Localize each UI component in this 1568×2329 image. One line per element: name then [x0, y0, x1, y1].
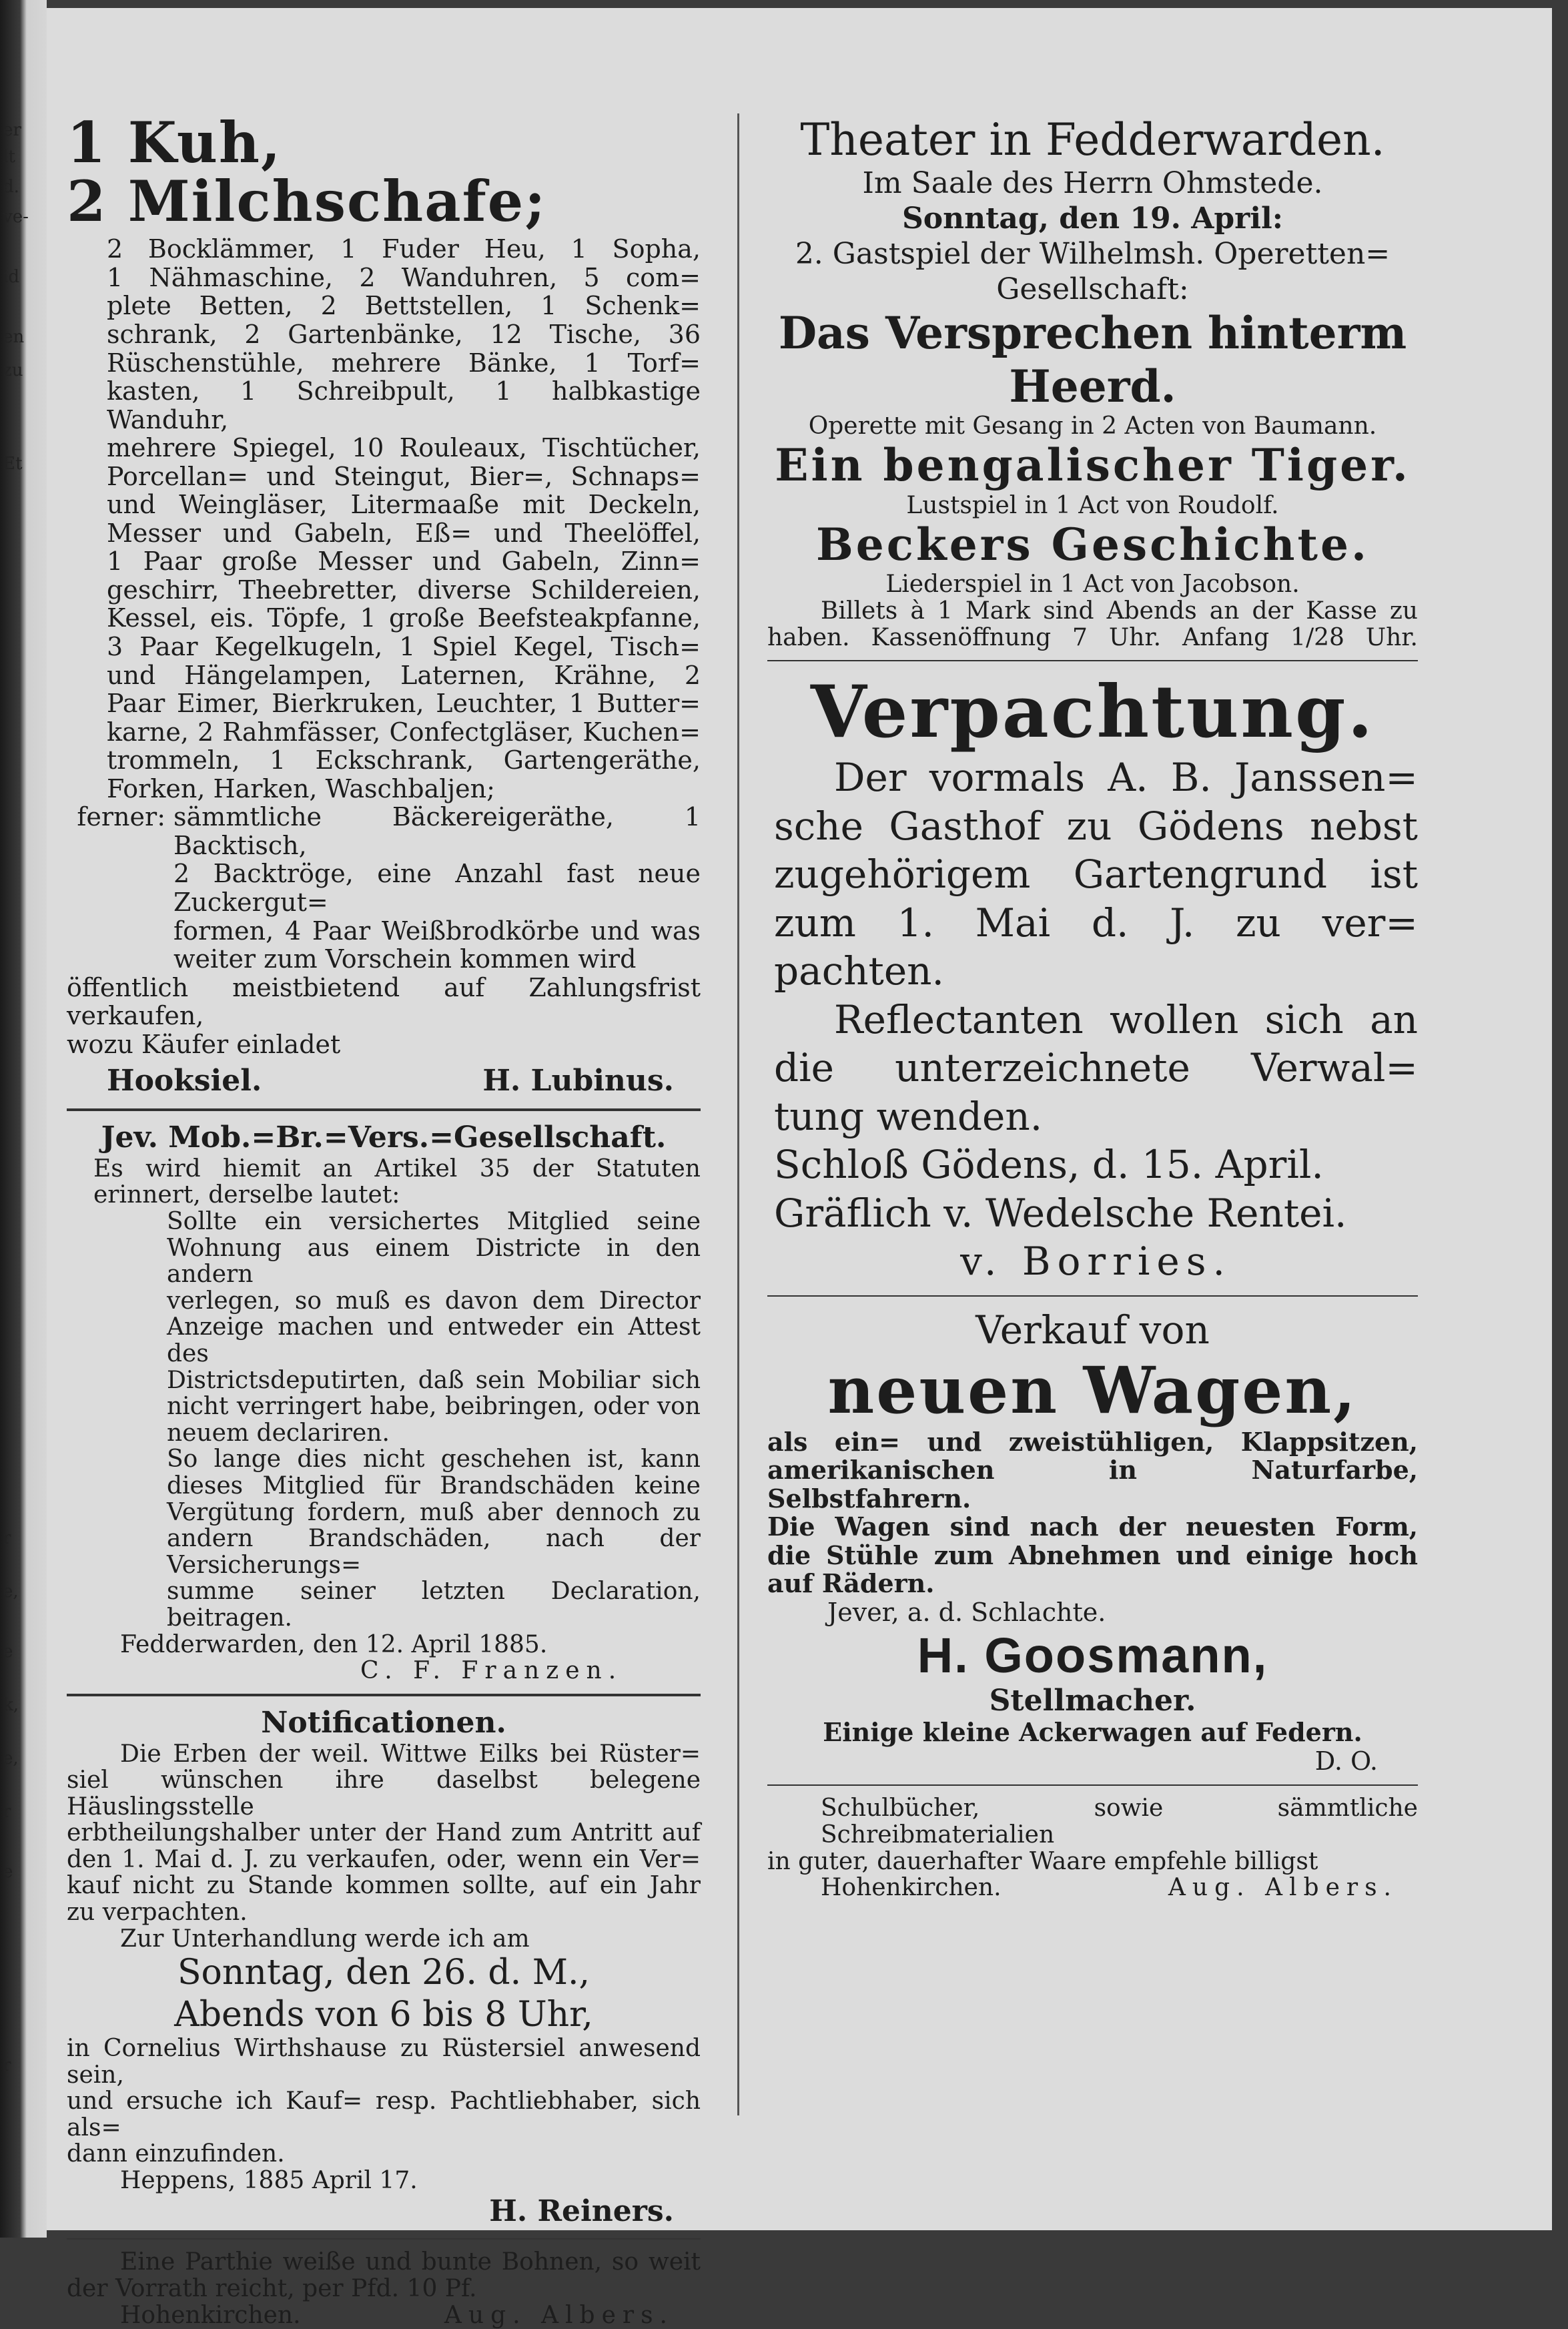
- wagon-extra: Einige kleine Ackerwagen auf Federn.: [823, 1717, 1362, 1748]
- sale-item-line: 1 Nähmaschine, 2 Wanduhren, 5 com=: [107, 262, 701, 292]
- margin-mark: d.: [3, 177, 19, 197]
- notification-line: dann einzufinden.: [67, 2140, 285, 2168]
- divider: [67, 2238, 701, 2240]
- beans-notice: [67, 2249, 701, 2328]
- play-description: Lustspiel in 1 Act von Roudolf.: [906, 491, 1279, 519]
- column-divider: [737, 113, 739, 2115]
- sale-headline-cow: 1 Kuh,: [67, 109, 282, 176]
- wagon-title: Verkauf von: [975, 1307, 1210, 1353]
- sale-item-line: geschirr, Theebretter, diverse Schildereien,: [107, 575, 701, 605]
- sale-item-line: Kessel, eis. Töpfe, 1 große Beefsteakpfanne,: [107, 603, 701, 633]
- quote-line: Wohnung aus einem Districte in den andern: [167, 1234, 701, 1289]
- notification-signer: H. Reiners.: [489, 2194, 674, 2228]
- notification-date: Sonntag, den 26. d. M.,: [177, 1953, 591, 1993]
- notifications-title: Notificationen.: [261, 1705, 506, 1740]
- insurance-notice: [67, 1120, 701, 1684]
- ferner-line: 2 Backtröge, eine Anzahl fast neue Zuckergut=: [173, 859, 701, 917]
- notification-line: erbtheilungshalber unter der Hand zum Antritt auf: [67, 1819, 701, 1847]
- insurance-line: erinnert, derselbe lautet:: [93, 1181, 400, 1209]
- notification-line: Die Erben der weil. Wittwe Eilks bei Rüster=: [120, 1740, 701, 1768]
- lease-dateline: Schloß Gödens, d. 15. April.: [774, 1142, 1324, 1188]
- notification-line: siel wünschen ihre daselbst belegene Häuslingsstelle: [67, 1766, 701, 1820]
- quote-line: dieses Mitglied für Brandschäden keine: [167, 1471, 701, 1500]
- sale-item-line: 1 Paar große Messer und Gabeln, Zinn=: [107, 547, 701, 577]
- margin-mark: r: [3, 1528, 11, 1548]
- divider: [67, 1694, 701, 1696]
- notification-dateline: Heppens, 1885 April 17.: [120, 2167, 418, 2194]
- margin-mark: en: [3, 327, 25, 347]
- lease-signer: v. Borries.: [960, 1239, 1232, 1285]
- sale-ferner: [67, 803, 701, 973]
- wagon-line: amerikanischen in Naturfarbe, Selbstfahrern.: [767, 1455, 1418, 1514]
- sale-signer: H. Lubinus.: [482, 1064, 674, 1098]
- margin-mark: id: [3, 267, 19, 287]
- lease-line: Der vormals A. B. Janssen=: [834, 755, 1418, 801]
- ferner-line: formen, 4 Paar Weißbrodkörbe und was: [173, 916, 701, 946]
- insurance-dateline: Fedderwarden, den 12. April 1885.: [120, 1630, 548, 1658]
- quote-line: summe seiner letzten Declaration, beitragen.: [167, 1578, 701, 1632]
- ticket-line: haben. Kassenöffnung 7 Uhr. Anfang 1/28 Uhr.: [767, 623, 1418, 651]
- school-notice: [767, 1795, 1418, 1901]
- insurance-title: Jev. Mob.=Br.=Vers.=Gesellschaft.: [101, 1120, 667, 1155]
- quote-line: verlegen, so muß es davon dem Director: [167, 1287, 701, 1315]
- margin-mark: e: [3, 1862, 13, 1882]
- margin-mark: ve-: [3, 207, 29, 227]
- beans-signer: Aug. Albers.: [444, 2301, 674, 2329]
- lease-body: [767, 753, 1418, 1286]
- wagon-maker: H. Goosmann,: [917, 1627, 1268, 1683]
- lease-line: Reflectanten wollen sich an: [834, 996, 1418, 1042]
- sale-closing: wozu Käufer einladet: [67, 1029, 341, 1059]
- ferner-label: ferner:: [77, 802, 165, 832]
- notification-line: zu verpachten.: [67, 1899, 248, 1927]
- notification-line: kauf nicht zu Stande kommen sollte, auf ein Jahr: [67, 1872, 701, 1900]
- divider: [767, 660, 1418, 661]
- quote-line: Sollte ein versichertes Mitglied seine: [167, 1208, 701, 1236]
- lease-notice: [767, 671, 1418, 1286]
- divider: [767, 1784, 1418, 1786]
- wagon-trade: Stellmacher.: [989, 1683, 1196, 1718]
- quote-line: neuem declariren.: [167, 1419, 390, 1447]
- lease-title: Verpachtung.: [810, 670, 1375, 755]
- divider: [67, 1108, 701, 1111]
- beans-place: Hohenkirchen.: [120, 2301, 301, 2329]
- wagon-line: die Stühle zum Abnehmen und einige hoch: [767, 1540, 1418, 1570]
- sale-item-line: kasten, 1 Schreibpult, 1 halbkastige Wanduhr,: [107, 376, 701, 434]
- wagon-notice: [767, 1306, 1418, 1776]
- margin-mark: e,: [3, 1748, 19, 1768]
- quote-line: nicht verringert habe, beibringen, oder von: [167, 1393, 701, 1421]
- beans-signature: [67, 2302, 701, 2329]
- notification-line: den 1. Mai d. J. zu verkaufen, oder, wenn ein Ver=: [67, 1845, 701, 1873]
- sale-headline-sheep: 2 Milchschafe;: [67, 168, 547, 235]
- notification-line: und ersuche ich Kauf= resp. Pachtliebhaber, sich als=: [67, 2087, 701, 2141]
- wagon-headline: neuen Wagen,: [827, 1353, 1358, 1429]
- sale-item-line: Porcellan= und Steingut, Bier=, Schnaps=: [107, 461, 701, 491]
- lease-line: die unterzeichnete Verwal=: [774, 1045, 1418, 1091]
- sale-items: [67, 235, 701, 803]
- sale-item-line: und Hängelampen, Laternen, Krähne, 2: [107, 660, 701, 690]
- sale-item-line: Forken, Harken, Waschbaljen;: [107, 773, 495, 803]
- lease-line: sche Gasthof zu Gödens nebst: [774, 803, 1418, 849]
- sale-place: Hooksiel.: [107, 1064, 262, 1098]
- quote-line: Districtsdeputirten, daß sein Mobiliar sich: [167, 1366, 701, 1394]
- lease-line: pachten.: [774, 948, 944, 994]
- wagon-place: Jever, a. d. Schlachte.: [827, 1597, 1106, 1627]
- sale-item-line: mehrere Spiegel, 10 Rouleaux, Tischtücher,: [107, 433, 701, 463]
- margin-mark: e,: [3, 1582, 19, 1602]
- quote-line: Vergütung fordern, muß aber dennoch zu: [167, 1498, 701, 1526]
- margin-mark: Et: [3, 454, 23, 474]
- margin-mark: r: [3, 2055, 11, 2075]
- left-column: [67, 109, 701, 2329]
- sale-item-line: 2 Bocklämmer, 1 Fuder Heu, 1 Sopha,: [107, 234, 701, 264]
- school-line: in guter, dauerhafter Waare empfehle billigst: [767, 1847, 1318, 1875]
- play-title: Ein bengalischer Tiger.: [775, 439, 1411, 492]
- play-title: Beckers Geschichte.: [816, 519, 1369, 571]
- school-signer: Aug. Albers.: [1168, 1874, 1398, 1902]
- play-title: Heerd.: [1009, 360, 1176, 412]
- sale-item-line: Rüschenstühle, mehrere Bänke, 1 Torf=: [107, 348, 701, 378]
- school-signature: [767, 1875, 1418, 1901]
- insurance-quote: [67, 1209, 701, 1632]
- margin-mark: r: [3, 1802, 11, 1822]
- sale-item-line: Messer und Gabeln, Eß= und Theelöffel,: [107, 518, 701, 548]
- quote-line: Anzeige machen und entweder ein Attest des: [167, 1313, 701, 1367]
- notification-intro: Zur Unterhandlung werde ich am: [120, 1925, 530, 1953]
- margin-mark: e: [3, 1642, 13, 1662]
- notification-time: Abends von 6 bis 8 Uhr,: [174, 1994, 593, 2035]
- sale-notice: [67, 109, 701, 1099]
- sale-item-line: karne, 2 Rahmfässer, Confectgläser, Kuchen=: [107, 717, 701, 747]
- sale-item-line: trommeln, 1 Eckschrank, Gartengeräthe,: [107, 745, 701, 775]
- school-place: Hohenkirchen.: [821, 1874, 1002, 1902]
- notification-line: in Cornelius Wirthshause zu Rüstersiel anwesend sein,: [67, 2035, 701, 2089]
- theater-date: Sonntag, den 19. April:: [901, 201, 1284, 236]
- sale-item-line: schrank, 2 Gartenbänke, 12 Tische, 36: [107, 320, 701, 350]
- ferner-line: weiter zum Vorschein kommen wird: [173, 944, 637, 974]
- right-column: [767, 113, 1418, 1901]
- wagon-line: auf Rädern.: [767, 1568, 935, 1599]
- wagon-line: Die Wagen sind nach der neuesten Form,: [767, 1512, 1418, 1542]
- margin-mark: k,: [3, 1695, 19, 1715]
- margin-mark: zu: [3, 360, 23, 380]
- notifications-notice: [67, 1706, 701, 2230]
- wagon-line: als ein= und zweistühligen, Klappsitzen,: [767, 1426, 1418, 1457]
- theater-line: Gesellschaft:: [996, 272, 1189, 306]
- ticket-line: Billets à 1 Mark sind Abends an der Kasse zu: [821, 597, 1418, 625]
- sale-closing: öffentlich meistbietend auf Zahlungsfrist verkaufen,: [67, 972, 701, 1031]
- insurance-line: Es wird hiemit an Artikel 35 der Statuten: [93, 1154, 701, 1183]
- lease-line: zum 1. Mai d. J. zu ver=: [774, 900, 1418, 946]
- theater-title: Theater in Fedderwarden.: [800, 114, 1385, 165]
- school-line: Schulbücher, sowie sämmtliche Schreibmaterialien: [821, 1794, 1418, 1849]
- beans-line: der Vorrath reicht, per Pfd. 10 Pf.: [67, 2274, 477, 2302]
- sale-item-line: Paar Eimer, Bierkruken, Leuchter, 1 Butter=: [107, 689, 701, 719]
- theater-notice: [767, 113, 1418, 651]
- sale-item-line: 3 Paar Kegelkugeln, 1 Spiel Kegel, Tisch=: [107, 632, 701, 662]
- quote-line: So lange dies nicht geschehen ist, kann: [167, 1445, 701, 1473]
- lease-line: zugehörigem Gartengrund ist: [774, 852, 1418, 898]
- insurance-signer: C. F. Franzen.: [360, 1657, 623, 1685]
- lease-line: tung wenden.: [774, 1093, 1043, 1139]
- margin-mark: lt: [3, 147, 15, 167]
- play-description: Operette mit Gesang in 2 Acten von Baumann.: [808, 412, 1377, 440]
- sale-item-line: plete Betten, 2 Bettstellen, 1 Schenk=: [107, 291, 701, 321]
- sale-item-line: und Weingläser, Litermaaße mit Deckeln,: [107, 490, 701, 520]
- beans-line: Eine Parthie weiße und bunte Bohnen, so weit: [120, 2248, 701, 2276]
- lease-office: Gräflich v. Wedelsche Rentei.: [774, 1190, 1347, 1236]
- play-title: Das Versprechen hinterm: [778, 307, 1407, 360]
- quote-line: andern Brandschäden, nach der Versicherungs=: [167, 1525, 701, 1579]
- margin-mark: er: [3, 120, 21, 140]
- theater-line: 2. Gastspiel der Wilhelmsh. Operetten=: [795, 236, 1391, 271]
- wagon-initials: D. O.: [1314, 1746, 1378, 1776]
- divider: [767, 1295, 1418, 1297]
- ferner-line: sämmtliche Bäckereigeräthe, 1 Backtisch,: [173, 802, 701, 860]
- play-description: Liederspiel in 1 Act von Jacobson.: [885, 571, 1300, 599]
- sale-signature: [67, 1064, 701, 1099]
- theater-venue: Im Saale des Herrn Ohmstede.: [862, 166, 1323, 201]
